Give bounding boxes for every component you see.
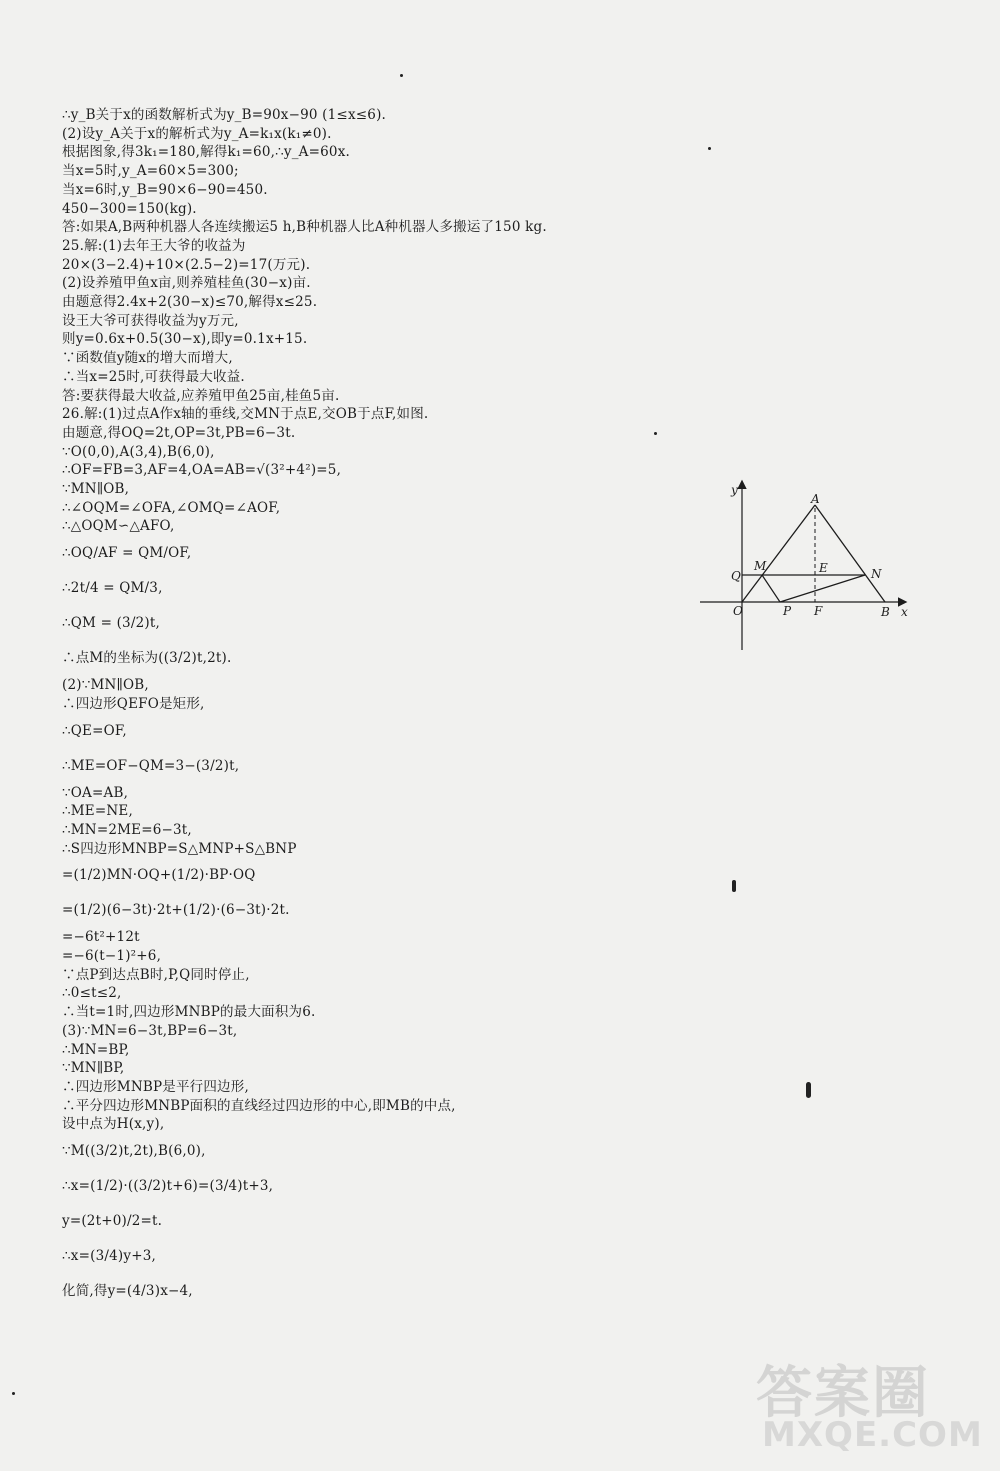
text-line: ∴当x=25时,可获得最大收益.	[62, 368, 245, 385]
text-line: =−6t²+12t	[62, 929, 140, 946]
label-y: y	[731, 483, 738, 497]
text-line: 答:如果A,B两种机器人各连续搬运5 h,B种机器人比A种机器人多搬运了150 kg.	[62, 219, 547, 236]
text-line: ∴△OQM∽△AFO,	[62, 518, 175, 535]
text-line: ∴∠OQM=∠OFA,∠OMQ=∠AOF,	[62, 499, 281, 516]
label-E: E	[819, 561, 828, 575]
text-line: ∴四边形QEFO是矩形,	[62, 695, 205, 712]
text-line: ∴MN=BP,	[62, 1041, 130, 1058]
coordinate-diagram	[695, 478, 920, 653]
text-line: (2)设养殖甲鱼x亩,则养殖桂鱼(30−x)亩.	[62, 275, 311, 292]
scan-speck	[806, 1082, 811, 1098]
text-line: 答:要获得最大收益,应养殖甲鱼25亩,桂鱼5亩.	[62, 387, 340, 404]
text-line: =(1/2)MN·OQ+(1/2)·BP·OQ	[62, 867, 256, 884]
text-line: 设王大爷可获得收益为y万元,	[62, 312, 239, 329]
text-line: 根据图象,得3k₁=180,解得k₁=60,∴y_A=60x.	[62, 144, 351, 161]
label-N: N	[871, 567, 882, 581]
text-line: 则y=0.6x+0.5(30−x),即y=0.1x+15.	[62, 331, 308, 348]
text-line: ∴2t/4 = QM/3,	[62, 580, 163, 597]
text-line: ∴S四边形MNBP=S△MNP+S△BNP	[62, 840, 297, 857]
scan-speck	[732, 880, 736, 892]
text-line: ∵MN∥BP,	[62, 1060, 125, 1077]
scan-speck	[708, 147, 711, 150]
text-line: (3)∵MN=6−3t,BP=6−3t,	[62, 1022, 238, 1039]
text-line: =−6(t−1)²+6,	[62, 948, 162, 964]
text-line: ∴x=(1/2)·((3/2)t+6)=(3/4)t+3,	[62, 1178, 274, 1194]
label-A: A	[811, 492, 820, 506]
text-line: 由题意,得OQ=2t,OP=3t,PB=6−3t.	[62, 424, 296, 441]
label-B: B	[881, 605, 890, 619]
scan-speck	[654, 432, 657, 435]
text-line: ∴QE=OF,	[62, 722, 127, 739]
watermark-url: MXQE.COM	[762, 1415, 983, 1455]
text-line: 由题意得2.4x+2(30−x)≤70,解得x≤25.	[62, 294, 318, 310]
text-line: ∴四边形MNBP是平行四边形,	[62, 1078, 249, 1095]
text-line: ∵MN∥OB,	[62, 481, 130, 497]
label-Q: Q	[731, 569, 741, 583]
text-line: (2)∵MN∥OB,	[62, 677, 149, 694]
segment-OA	[742, 505, 815, 602]
text-line: ∴QM = (3/2)t,	[62, 615, 160, 632]
segment-PN	[780, 575, 865, 602]
text-line: ∵M((3/2)t,2t),B(6,0),	[62, 1143, 206, 1159]
text-line: ∴x=(3/4)y+3,	[62, 1248, 156, 1264]
text-line: 20×(3−2.4)+10×(2.5−2)=17(万元).	[62, 256, 311, 273]
label-P: P	[783, 604, 792, 618]
text-line: ∴MN=2ME=6−3t,	[62, 821, 192, 838]
label-O: O	[733, 604, 743, 618]
text-line: ∴y_B关于x的函数解析式为y_B=90x−90 (1≤x≤6).	[62, 107, 387, 123]
text-line: 450−300=150(kg).	[62, 200, 197, 217]
text-line: y=(2t+0)/2=t.	[62, 1213, 163, 1229]
text-line: =(1/2)(6−3t)·2t+(1/2)·(6−3t)·2t.	[62, 902, 290, 919]
text-line: ∴点M的坐标为((3/2)t,2t).	[62, 650, 232, 667]
label-M: M	[754, 559, 767, 573]
text-line: ∵OA=AB,	[62, 784, 129, 801]
label-F: F	[814, 604, 823, 618]
text-line: ∵O(0,0),A(3,4),B(6,0),	[62, 443, 215, 460]
scan-speck	[400, 74, 403, 77]
text-line: ∵函数值y随x的增大而增大,	[62, 350, 233, 367]
text-line: 26.解:(1)过点A作x轴的垂线,交MN于点E,交OB于点F,如图.	[62, 406, 429, 423]
watermark	[756, 1349, 986, 1459]
text-line: ∴0≤t≤2,	[62, 985, 122, 1002]
text-line: ∴平分四边形MNBP面积的直线经过四边形的中心,即MB的中点,	[62, 1097, 456, 1114]
text-line: 化简,得y=(4/3)x−4,	[62, 1283, 193, 1299]
text-line: 当x=5时,y_A=60×5=300;	[62, 163, 239, 180]
label-x: x	[901, 605, 908, 619]
text-line: ∵点P到达点B时,P,Q同时停止,	[62, 966, 250, 983]
text-line: 25.解:(1)去年王大爷的收益为	[62, 237, 246, 254]
text-line: ∴OF=FB=3,AF=4,OA=AB=√(3²+4²)=5,	[62, 462, 342, 479]
text-line: 设中点为H(x,y),	[62, 1116, 165, 1133]
text-line: ∴ME=NE,	[62, 803, 133, 820]
text-line: ∴ME=OF−QM=3−(3/2)t,	[62, 757, 240, 774]
text-line: ∴当t=1时,四边形MNBP的最大面积为6.	[62, 1004, 316, 1021]
segment-MP	[762, 575, 780, 602]
text-line: (2)设y_A关于x的解析式为y_A=k₁x(k₁≠0).	[62, 125, 332, 142]
watermark-logo: 答案圈	[756, 1361, 930, 1426]
scan-speck	[12, 1392, 15, 1395]
text-line: 当x=6时,y_B=90×6−90=450.	[62, 181, 268, 198]
text-line: ∴OQ/AF = QM/OF,	[62, 545, 192, 562]
geometry-figure	[695, 478, 920, 653]
